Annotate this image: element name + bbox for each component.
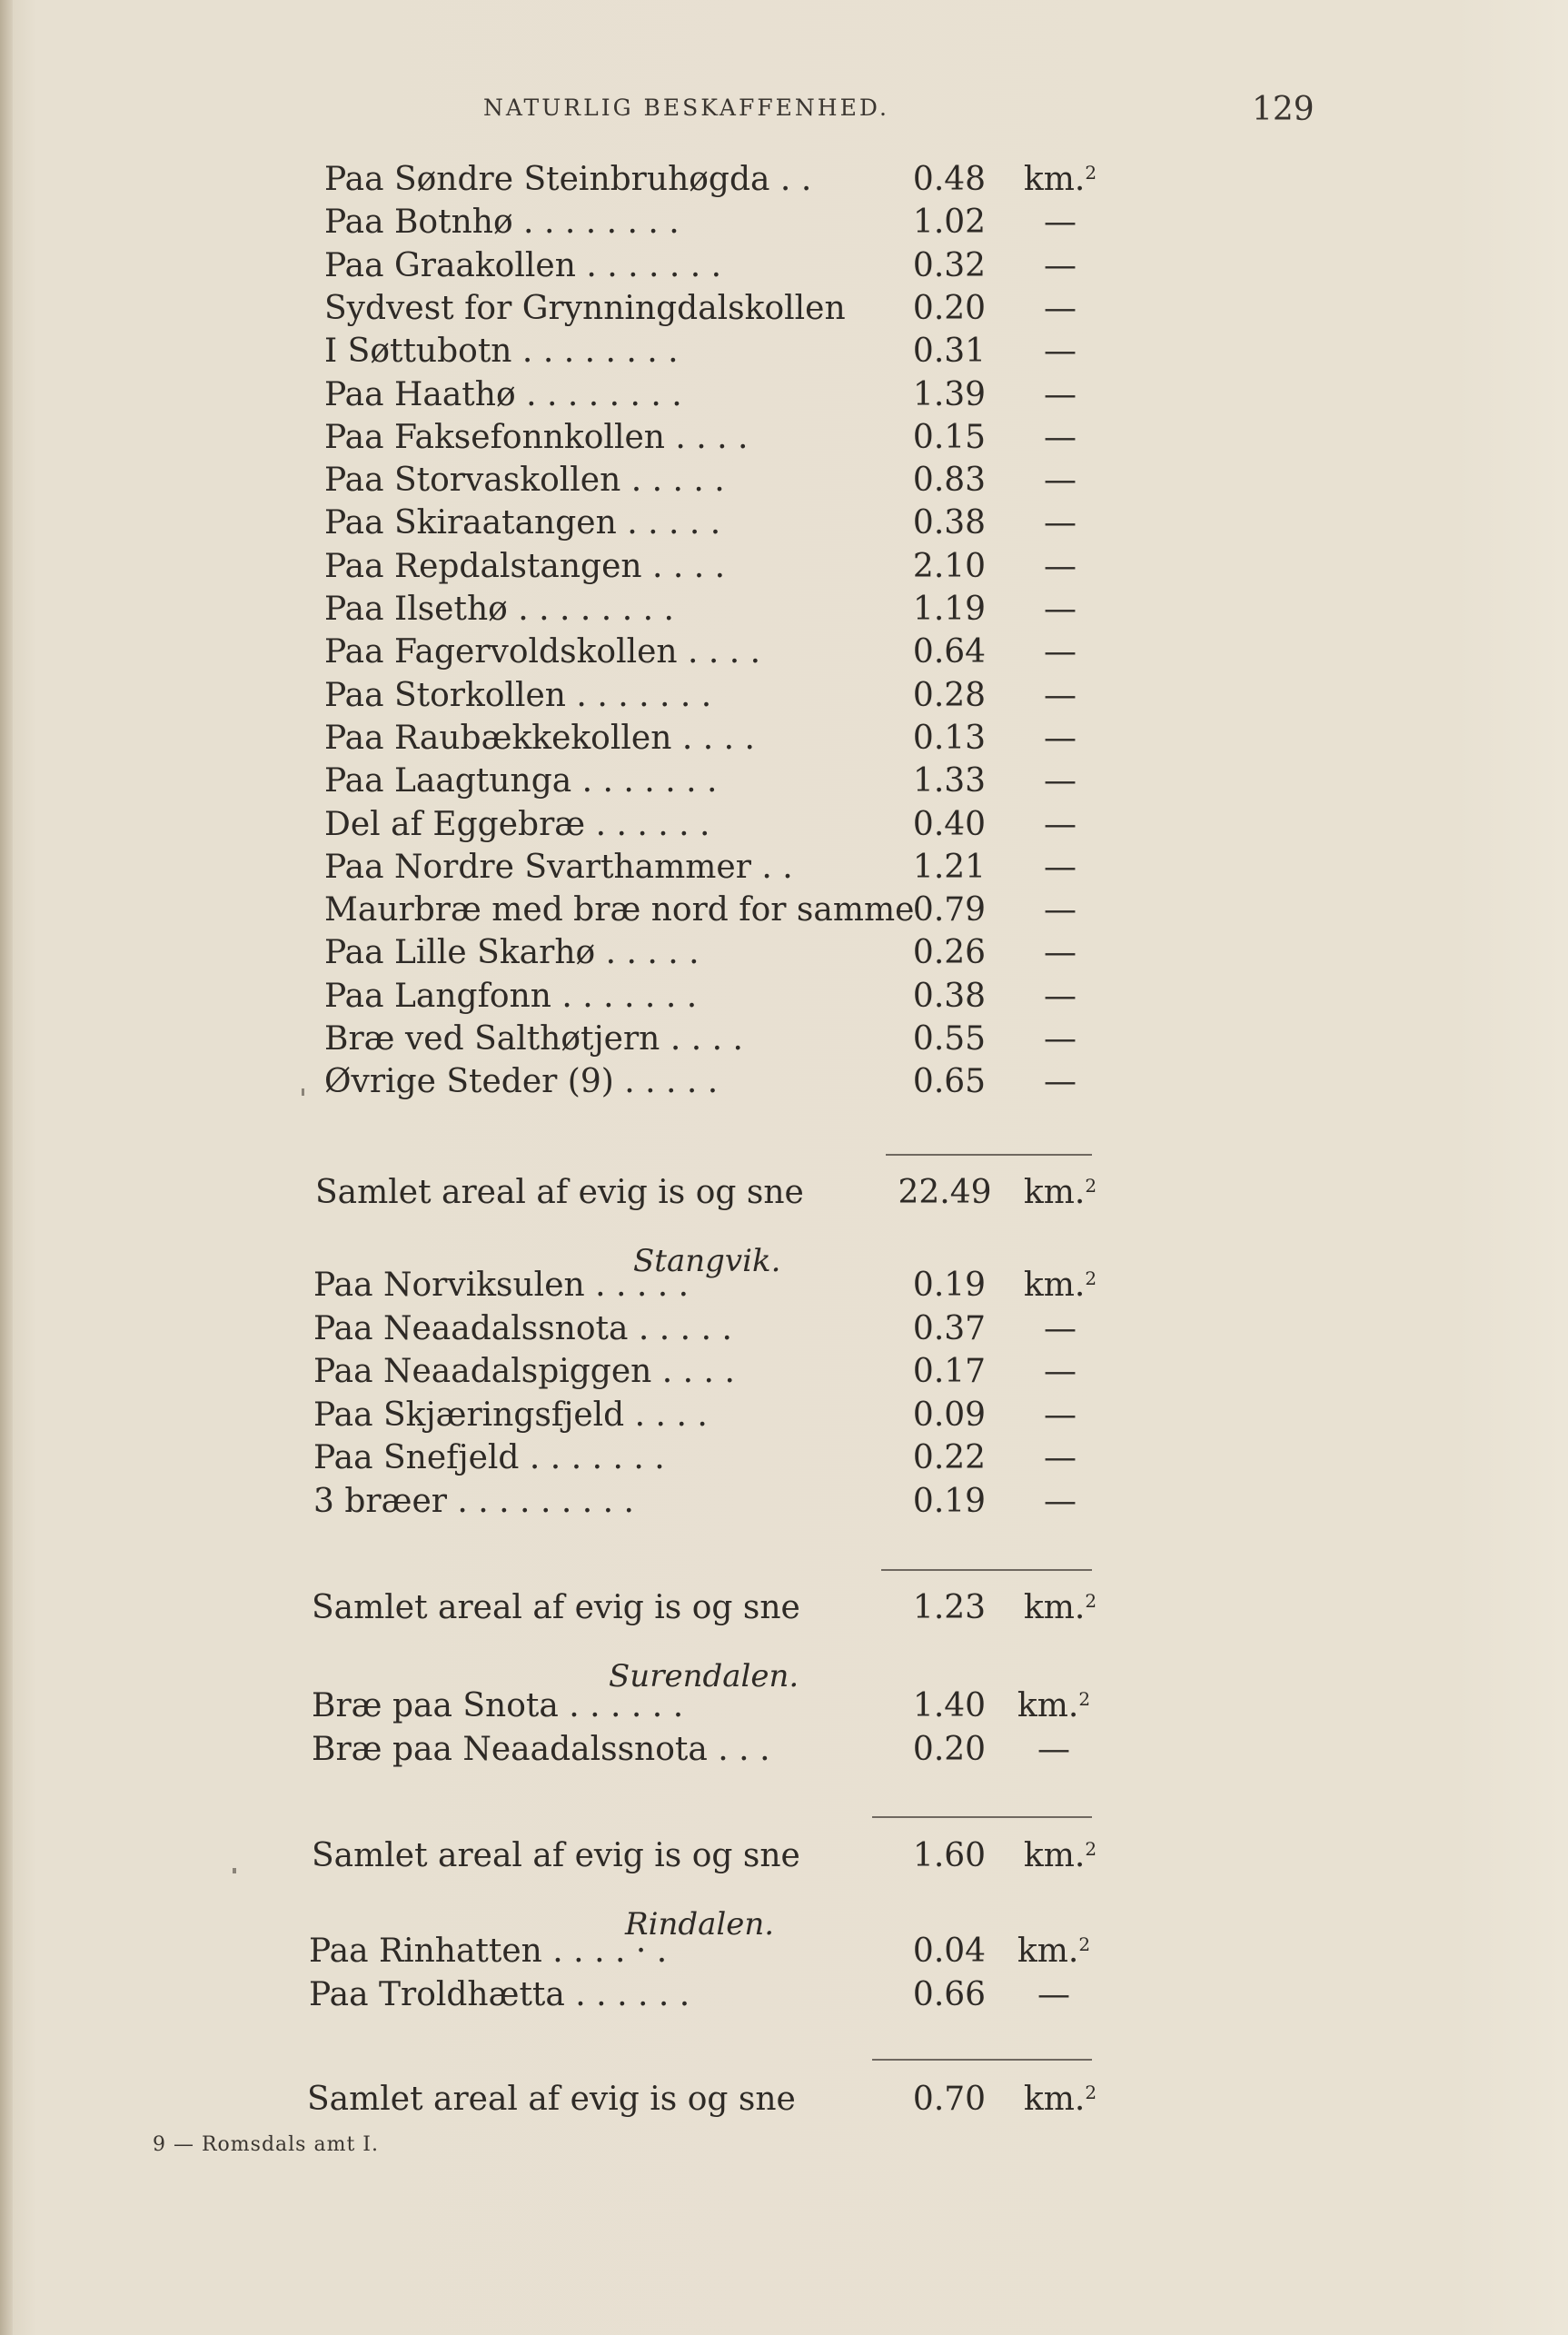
row-name: Sydvest for Grynningdalskollen [324, 289, 846, 327]
row-unit-text: — [1044, 418, 1077, 456]
total-label: Samlet areal af evig is og sne [312, 1589, 800, 1626]
row-unit-superscript: 2 [1078, 1688, 1091, 1710]
row-unit-text: km. [1023, 1837, 1086, 1874]
table-row [324, 331, 1126, 373]
row-value: 1.19 [912, 591, 987, 628]
table-row [324, 1061, 1126, 1103]
row-name: Maurbræ med bræ nord for samme [324, 891, 915, 929]
table-row [324, 976, 1126, 1018]
row-name: Paa Rinhatten . . . . · . [309, 1933, 668, 1970]
row-value: 0.17 [912, 1353, 987, 1390]
table-row [324, 417, 1126, 459]
table-row [324, 718, 1126, 760]
section-heading: Rindalen. [625, 1906, 775, 1943]
row-name: Paa Repdalstangen . . . . [324, 547, 726, 585]
row-unit-text: — [1044, 762, 1077, 800]
table-row [324, 202, 1126, 243]
row-unit [1010, 760, 1110, 802]
row-unit-text: — [1044, 848, 1077, 886]
row-name: Paa Faksefonnkollen . . . . [324, 418, 749, 456]
row-unit [1010, 1061, 1110, 1103]
row-name: Paa Skjæringsfjeld . . . . [313, 1396, 708, 1434]
row-value: 0.40 [912, 805, 987, 843]
table-row [324, 932, 1126, 974]
table-row [324, 760, 1126, 802]
row-name: Paa Snefjeld . . . . . . . [313, 1439, 665, 1476]
table-row [324, 589, 1126, 631]
row-value: 0.28 [912, 676, 987, 714]
row-value: 0.15 [912, 418, 987, 456]
row-value: 1.40 [912, 1687, 987, 1724]
row-unit [1010, 546, 1110, 588]
row-unit [1004, 1685, 1104, 1727]
table-row [312, 1729, 1126, 1771]
total-label: Samlet areal af evig is og sne [312, 1837, 800, 1874]
row-value: 0.13 [912, 719, 987, 757]
row-unit-text: — [1044, 977, 1077, 1015]
row-name: Paa Troldhætta . . . . . . [309, 1976, 690, 2013]
row-unit-text: — [1044, 1482, 1077, 1520]
row-unit-superscript: 2 [1085, 162, 1097, 184]
row-unit-text: — [1044, 633, 1077, 671]
row-value: 0.79 [912, 891, 987, 929]
table-row [324, 159, 1126, 201]
row-unit [1010, 1437, 1110, 1479]
row-unit-text: — [1044, 289, 1077, 327]
row-value: 0.20 [912, 1731, 987, 1768]
table-row [313, 1437, 1126, 1479]
row-unit-superscript: 2 [1085, 1838, 1097, 1860]
row-unit-superscript: 2 [1085, 2082, 1097, 2103]
row-name: Paa Nordre Svarthammer . . [324, 848, 793, 886]
total-row [312, 1835, 1126, 1877]
table-row [324, 460, 1126, 502]
row-value: 0.26 [912, 934, 987, 972]
row-value: 0.48 [912, 161, 987, 198]
running-header-title: NATURLIG BESKAFFENHED. [483, 94, 889, 121]
table-row [324, 847, 1126, 889]
row-value: 1.60 [912, 1837, 987, 1874]
row-unit [1010, 1018, 1110, 1060]
row-unit-text: — [1044, 1353, 1077, 1390]
row-unit [1010, 1351, 1110, 1393]
row-unit [1010, 1481, 1110, 1523]
row-unit-text: — [1044, 375, 1077, 413]
row-unit-text: — [1044, 204, 1077, 242]
table-row [313, 1395, 1126, 1436]
row-value: 1.23 [912, 1589, 987, 1626]
row-unit-text: — [1037, 1731, 1070, 1768]
table-row [324, 889, 1126, 931]
row-value: 1.33 [912, 762, 987, 800]
row-unit-text: — [1044, 1309, 1077, 1347]
row-name: 3 bræer . . . . . . . . . [313, 1482, 634, 1520]
row-unit [1010, 1835, 1110, 1877]
table-row [324, 804, 1126, 846]
row-unit [1004, 1931, 1104, 1972]
row-unit [1010, 288, 1110, 330]
row-name: Paa Norviksulen . . . . . [313, 1267, 690, 1304]
row-value: 2.10 [912, 547, 987, 585]
row-unit [1010, 159, 1110, 201]
row-unit [1010, 2079, 1110, 2121]
row-unit-text: — [1044, 504, 1077, 542]
row-unit [1010, 1265, 1110, 1307]
row-unit-text: — [1044, 1396, 1077, 1434]
row-unit-text: — [1044, 547, 1077, 585]
row-value: 1.39 [912, 375, 987, 413]
row-unit-text: — [1044, 591, 1077, 628]
row-value: 0.66 [912, 1976, 987, 2013]
row-value: 22.49 [898, 1174, 992, 1211]
row-value: 0.64 [912, 633, 987, 671]
row-unit [1010, 374, 1110, 416]
row-unit [1010, 589, 1110, 631]
row-unit-text: km. [1023, 161, 1086, 198]
row-name: I Søttubotn . . . . . . . . [324, 333, 679, 371]
row-unit-text: — [1044, 333, 1077, 371]
row-unit [1010, 245, 1110, 287]
table-row [312, 1685, 1126, 1727]
row-unit [1010, 1172, 1110, 1214]
table-row [313, 1308, 1126, 1350]
row-unit-text: — [1044, 719, 1077, 757]
row-unit-text: — [1044, 934, 1077, 972]
row-unit-text: — [1044, 1063, 1077, 1101]
row-unit-superscript: 2 [1085, 1175, 1097, 1197]
row-unit-text: — [1044, 1439, 1077, 1476]
table-row [324, 502, 1126, 544]
row-unit [1004, 1974, 1104, 2016]
row-name: Paa Botnhø . . . . . . . . [324, 204, 680, 242]
row-unit-text: — [1044, 805, 1077, 843]
row-name: Bræ ved Salthøtjern . . . . [324, 1020, 743, 1058]
row-unit-text: — [1037, 1976, 1070, 2013]
row-name: Paa Neaadalssnota . . . . . [313, 1309, 732, 1347]
row-unit [1010, 889, 1110, 931]
row-unit [1010, 932, 1110, 974]
row-value: 0.37 [912, 1309, 987, 1347]
row-unit [1010, 417, 1110, 459]
table-row [324, 675, 1126, 717]
row-name: Paa Laagtunga . . . . . . . [324, 762, 718, 800]
row-name: Paa Ilsethø . . . . . . . . [324, 591, 674, 628]
row-unit-text: — [1044, 246, 1077, 284]
row-unit [1010, 718, 1110, 760]
table-row [324, 288, 1126, 330]
table-row [313, 1481, 1126, 1523]
section-heading: Surendalen. [609, 1658, 799, 1694]
row-name: Paa Raubækkekollen . . . . [324, 719, 755, 757]
row-value: 0.32 [912, 246, 987, 284]
table-row [313, 1265, 1126, 1307]
table-row [324, 245, 1126, 287]
row-value: 0.38 [912, 504, 987, 542]
sum-rule [886, 1154, 1092, 1156]
row-unit [1010, 331, 1110, 373]
row-unit [1010, 460, 1110, 502]
row-unit-superscript: 2 [1085, 1267, 1097, 1289]
row-value: 0.04 [912, 1933, 987, 1970]
row-unit-text: — [1044, 462, 1077, 500]
row-unit-text: — [1044, 1020, 1077, 1058]
row-unit [1004, 1729, 1104, 1771]
row-name: Paa Lille Skarhø . . . . . [324, 934, 700, 972]
table-row [309, 1974, 1126, 2016]
table-row [324, 546, 1126, 588]
row-value: 0.19 [912, 1267, 987, 1304]
row-unit [1010, 631, 1110, 673]
row-value: 0.70 [912, 2081, 987, 2118]
row-value: 0.22 [912, 1439, 987, 1476]
sum-rule [872, 2059, 1092, 2061]
row-name: Paa Fagervoldskollen . . . . [324, 633, 761, 671]
row-unit [1010, 847, 1110, 889]
row-value: 0.19 [912, 1482, 987, 1520]
row-name: Paa Graakollen . . . . . . . [324, 246, 722, 284]
row-unit [1010, 1395, 1110, 1436]
total-row [315, 1172, 1126, 1214]
section-heading: Stangvik. [633, 1243, 781, 1279]
row-name: Bræ paa Neaadalssnota . . . [312, 1731, 770, 1768]
row-value: 0.20 [912, 289, 987, 327]
row-value: 0.38 [912, 977, 987, 1015]
row-unit-superscript: 2 [1078, 1933, 1091, 1955]
sum-rule [881, 1569, 1092, 1571]
row-name: Øvrige Steder (9) . . . . . [324, 1063, 719, 1101]
total-row [307, 2079, 1126, 2121]
row-name: Bræ paa Snota . . . . . . [312, 1687, 684, 1724]
total-row [312, 1587, 1126, 1629]
row-name: Paa Storvaskollen . . . . . [324, 462, 725, 500]
row-name: Paa Neaadalspiggen . . . . [313, 1353, 735, 1390]
row-unit-text: km. [1023, 2081, 1086, 2118]
row-unit-text: km. [1023, 1589, 1086, 1626]
row-value: 1.02 [912, 204, 987, 242]
row-unit [1010, 675, 1110, 717]
table-row [324, 1018, 1126, 1060]
row-unit [1010, 502, 1110, 544]
table-row [324, 374, 1126, 416]
row-unit [1010, 1308, 1110, 1350]
row-unit-text: — [1044, 891, 1077, 929]
table-row [309, 1931, 1126, 1972]
row-unit-text: km. [1023, 1267, 1086, 1304]
row-unit-text: — [1044, 676, 1077, 714]
row-name: Paa Skiraatangen . . . . . [324, 504, 721, 542]
page-number: 129 [1252, 91, 1315, 128]
row-name: Del af Eggebræ . . . . . . [324, 805, 710, 843]
row-name: Paa Storkollen . . . . . . . [324, 676, 712, 714]
ink-speck [233, 1868, 236, 1873]
row-unit-superscript: 2 [1085, 1590, 1097, 1612]
table-row [313, 1351, 1126, 1393]
row-value: 0.31 [912, 333, 987, 371]
row-unit [1010, 1587, 1110, 1629]
row-value: 0.65 [912, 1063, 987, 1101]
row-value: 0.09 [912, 1396, 987, 1434]
total-label: Samlet areal af evig is og sne [315, 1174, 804, 1211]
row-unit [1010, 202, 1110, 243]
footnote: 9 — Romsdals amt I. [153, 2133, 379, 2156]
row-unit-text: km. [1017, 1687, 1079, 1724]
row-name: Paa Søndre Steinbruhøgda . . [324, 161, 812, 198]
row-unit [1010, 976, 1110, 1018]
page-spine-edge [0, 0, 13, 2335]
table-row [324, 631, 1126, 673]
row-unit-text: km. [1017, 1933, 1079, 1970]
row-unit-text: km. [1023, 1174, 1086, 1211]
ink-speck [302, 1088, 304, 1096]
row-value: 0.83 [912, 462, 987, 500]
row-value: 1.21 [912, 848, 987, 886]
row-value: 0.55 [912, 1020, 987, 1058]
row-name: Paa Langfonn . . . . . . . [324, 977, 698, 1015]
row-unit [1010, 804, 1110, 846]
sum-rule [872, 1816, 1092, 1818]
row-name: Paa Haathø . . . . . . . . [324, 375, 682, 413]
total-label: Samlet areal af evig is og sne [307, 2081, 796, 2118]
